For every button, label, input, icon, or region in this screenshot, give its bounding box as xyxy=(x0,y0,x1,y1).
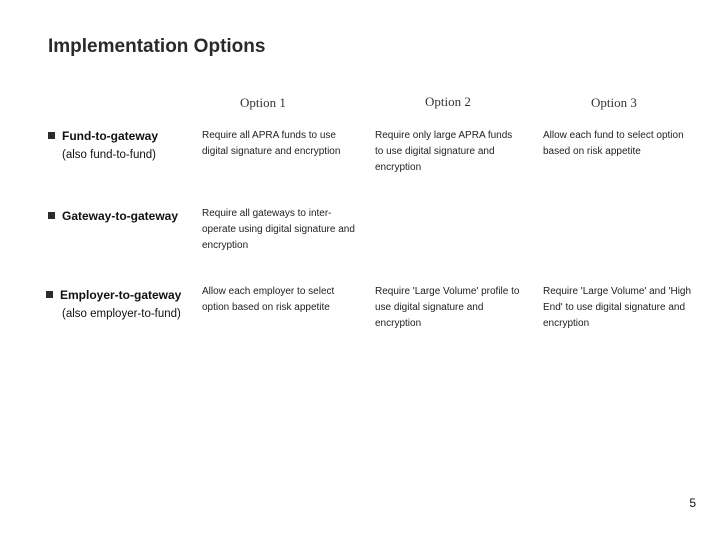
row-label-gateway-to-gateway xyxy=(48,209,178,223)
cell-row3-option2: Require 'Large Volume' profile to use digital signature and encryption xyxy=(375,286,520,329)
cell-row1-option3: Allow each fund to select option based on risk appetite xyxy=(543,130,684,157)
row-sublabel-employer-to-fund: (also employer-to-fund) xyxy=(62,308,181,320)
row-label-fund-to-gateway xyxy=(48,129,158,143)
cell-row1-option1: Require all APRA funds to use digital signature and encryption xyxy=(202,130,341,157)
row-label-text: Fund-to-gateway xyxy=(62,129,158,143)
cell-row3-option3: Require 'Large Volume' and 'High End' to use digital signature and encryption xyxy=(543,286,692,329)
option-1-header: Option 1 xyxy=(240,95,286,110)
bullet-icon xyxy=(46,291,53,298)
bullet-icon xyxy=(48,132,55,139)
bullet-icon xyxy=(48,212,55,219)
row-label-employer-to-gateway xyxy=(46,288,181,302)
cell-row3-option1: Allow each employer to select option based on risk appetite xyxy=(202,286,335,313)
option-3-header: Option 3 xyxy=(591,95,637,110)
cell-row2-option1: Require all gateways to inter- operate using digital signature and encryption xyxy=(202,208,355,251)
row-label-text: Employer-to-gateway xyxy=(60,288,182,302)
row-sublabel-fund-to-fund: (also fund-to-fund) xyxy=(62,149,156,161)
option-2-header: Option 2 xyxy=(425,94,471,109)
row-label-text: Gateway-to-gateway xyxy=(62,209,179,223)
cell-row1-option2: Require only large APRA funds to use digital signature and encryption xyxy=(375,130,513,173)
slide-title: Implementation Options xyxy=(48,36,266,57)
page-number: 5 xyxy=(689,496,696,510)
